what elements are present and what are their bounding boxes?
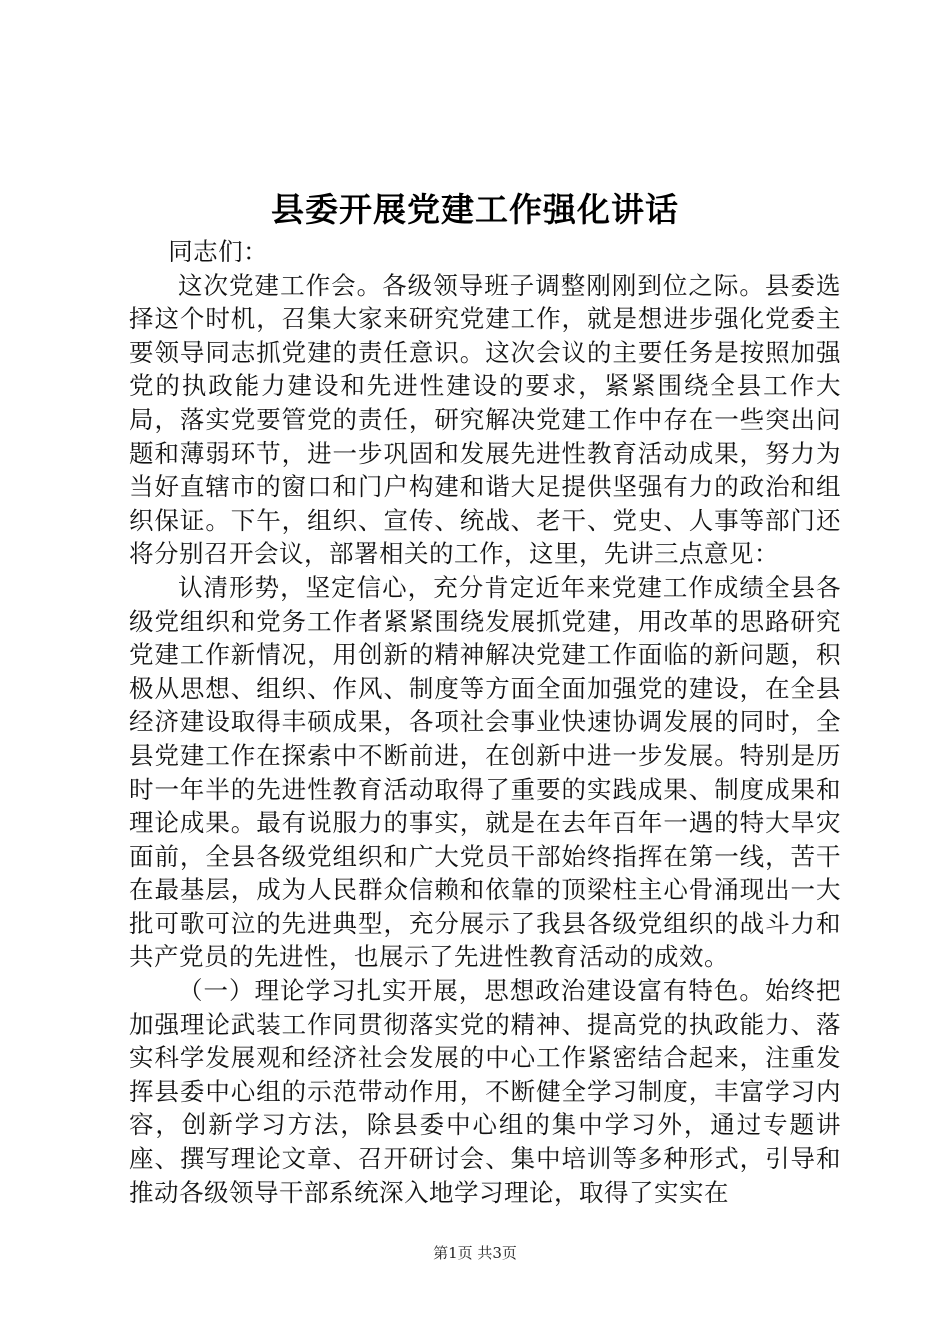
page-footer: 第1页 共3页 (433, 1244, 517, 1262)
document-title: 县委开展党建工作强化讲话 (271, 190, 679, 229)
paragraph: 这次党建工作会。各级领导班子调整刚刚到位之际。县委选择这个时机，召集大家来研究党建工作，就是想进步强化党委主要领导同志抓党建的责任意识。这次会议的主要任务是按照加强党的执政能力建设和先进性建设的要求，紧紧围绕全县工作大局，落实党要管党的责任，研究解决党建工作中存在一些突出问题和薄弱环节，进一步巩固和发展先进性教育活动成果，努力为当好直辖市的窗口和门户构建和谐大足提供坚强有力的政治和组织保证。下午，组织、宣传、统战、老干、党史、人事等部门还将分别召开会议，部署相关的工作，这里，先讲三点意见： (129, 270, 841, 569)
salutation: 同志们： (168, 237, 269, 266)
document-body (129, 235, 841, 1209)
paragraph: 认清形势，坚定信心，充分肯定近年来党建工作成绩全县各级党组织和党务工作者紧紧围绕发展抓党建，用改革的思路研究党建工作新情况，用创新的精神解决党建工作面临的新问题，积极从思想、组织、作风、制度等方面全面加强党的建设，在全县经济建设取得丰硕成果，各项社会事业快速协调发展的同时，全县党建工作在探索中不断前进，在创新中进一步发展。特别是历时一年半的先进性教育活动取得了重要的实践成果、制度成果和理论成果。最有说服力的事实，就是在去年百年一遇的特大旱灾面前，全县各级党组织和广大党员干部始终指挥在第一线，苦干在最基层，成为人民群众信赖和依靠的顶梁柱主心骨涌现出一大批可歌可泣的先进典型，充分展示了我县各级党组织的战斗力和共产党员的先进性，也展示了先进性教育活动的成效。 (129, 572, 841, 972)
paragraph: （一）理论学习扎实开展，思想政治建设富有特色。始终把加强理论武装工作同贯彻落实党的精神、提高党的执政能力、落实科学发展观和经济社会发展的中心工作紧密结合起来，注重发挥县委中心组的示范带动作用，不断健全学习制度，丰富学习内容，创新学习方法，除县委中心组的集中学习外，通过专题讲座、撰写理论文章、召开研讨会、集中培训等多种形式，引导和推动各级领导干部系统深入地学习理论，取得了实实在 (129, 976, 841, 1207)
